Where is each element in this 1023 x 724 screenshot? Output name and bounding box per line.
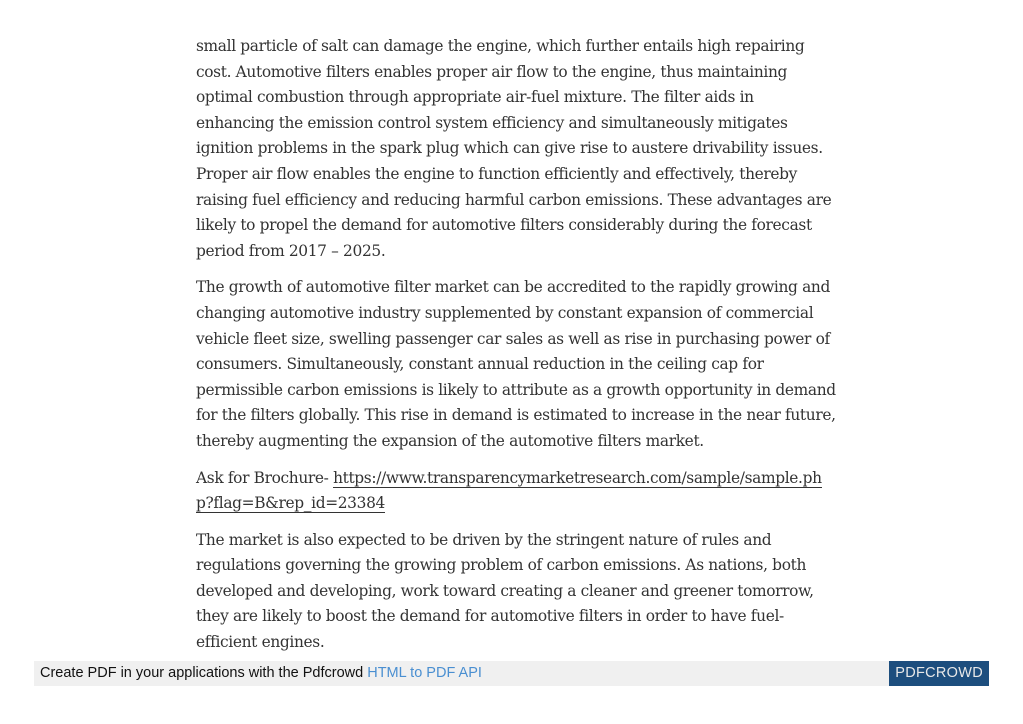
pdfcrowd-badge[interactable]: PDFCROWD: [889, 661, 989, 686]
html-to-pdf-api-link[interactable]: HTML to PDF API: [367, 665, 482, 681]
brochure-link[interactable]: https://www.transparencymarketresearch.com/sample/sample.php?flag=B&rep_id=23384: [196, 468, 822, 513]
brochure-line: [196, 466, 836, 517]
brochure-label: Ask for Brochure-: [196, 468, 334, 487]
footer-label: Create PDF in your applications with the Pdfcrowd: [40, 665, 368, 681]
article-body: [196, 34, 836, 667]
footer-text: [40, 665, 482, 681]
paragraph-emission-benefits: small particle of salt can damage the engine, which further entails high repairing cost. Automotive filters enables proper air flow to the engine, thus maintaining optimal combustion through appropriate air-fuel mixture. The filter aids in enhancing the emission control system efficiency and simultaneously mitigates ignition problems in the spark plug which can give rise to austere drivability issues. Proper air flow enables the engine to function efficiently and effectively, thereby raising fuel efficiency and reducing harmful carbon emissions. These advantages are likely to propel the demand for automotive filters considerably during the forecast period from 2017 – 2025.: [196, 37, 832, 260]
paragraph-regulations: The market is also expected to be driven by the stringent nature of rules and regulations governing the growing problem of carbon emissions. As nations, both developed and developing, work toward creating a cleaner and greener tomorrow, they are likely to boost the demand for automotive filters in order to have fuel-efficient engines.: [196, 530, 814, 652]
paragraph-market-growth: The growth of automotive filter market can be accredited to the rapidly growing and changing automotive industry supplemented by constant expansion of commercial vehicle fleet size, swelling passenger car sales as well as rise in purchasing power of consumers. Simultaneously, constant annual reduction in the ceiling cap for permissible carbon emissions is likely to attribute as a growth opportunity in demand for the filters globally. This rise in demand is estimated to increase in the near future, thereby augmenting the expansion of the automotive filters market.: [196, 278, 836, 450]
pdfcrowd-footer: [34, 661, 989, 686]
